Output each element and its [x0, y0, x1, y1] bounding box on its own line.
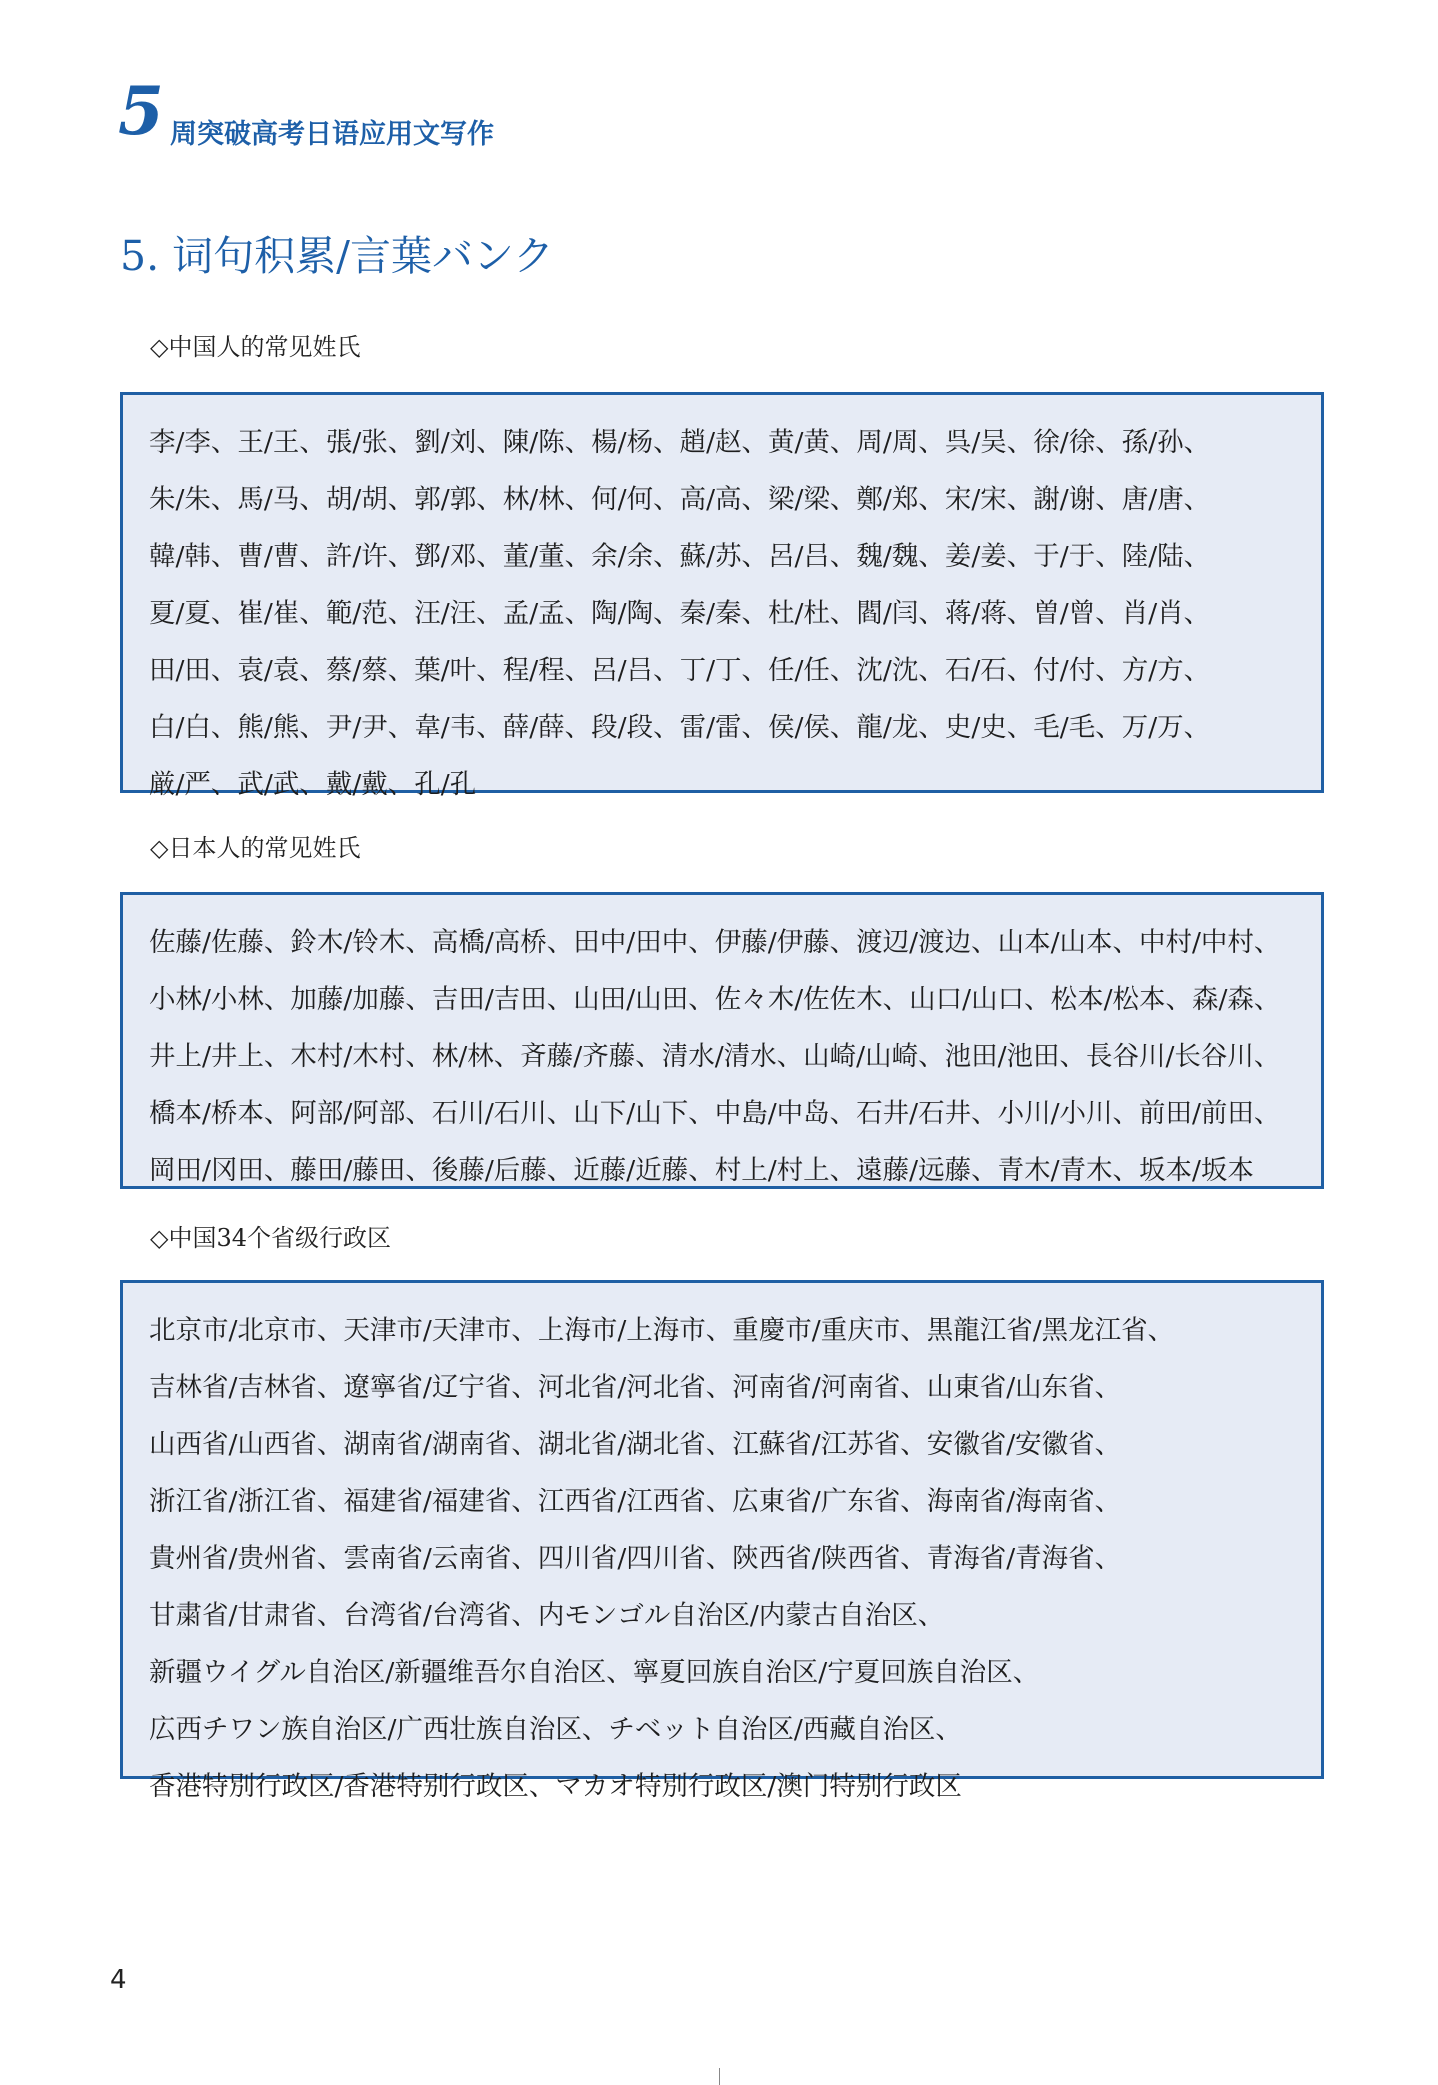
crop-mark [719, 2068, 720, 2085]
entry-line: 小林/小林、加藤/加藤、吉田/吉田、山田/山田、佐々木/佐佐木、山口/山口、松本/松本、森/森、 [149, 984, 1281, 1015]
entry-line: 山西省/山西省、湖南省/湖南省、湖北省/湖北省、江蘇省/江苏省、安徽省/安徽省、 [149, 1429, 1122, 1460]
entry-line: 佐藤/佐藤、鈴木/铃木、高橋/高桥、田中/田中、伊藤/伊藤、渡辺/渡边、山本/山本、中村/中村、 [149, 927, 1281, 958]
entry-line: 新疆ウイグル自治区/新疆维吾尔自治区、寧夏回族自治区/宁夏回族自治区、 [149, 1657, 1040, 1688]
header-title: 周突破高考日语应用文写作 [170, 119, 494, 150]
header-number: 5 [118, 72, 164, 150]
page-number: 4 [110, 1965, 127, 1995]
entry-line: 白/白、熊/熊、尹/尹、韋/韦、薛/薛、段/段、雷/雷、侯/侯、龍/龙、史/史、毛/毛、万/万、 [149, 712, 1211, 743]
chinese-surnames-box [120, 392, 1324, 800]
entry-line: 韓/韩、曹/曹、許/许、鄧/邓、董/董、余/余、蘇/苏、呂/吕、魏/魏、姜/姜、于/于、陸/陆、 [149, 541, 1211, 572]
entry-line: 夏/夏、崔/崔、範/范、汪/汪、孟/孟、陶/陶、秦/秦、杜/杜、閻/闫、蒋/蒋、曽/曾、肖/肖、 [149, 598, 1211, 629]
entry-line: 吉林省/吉林省、遼寧省/辽宁省、河北省/河北省、河南省/河南省、山東省/山东省、 [149, 1372, 1122, 1403]
section-title: 5. 词句积累/言葉バンク [120, 232, 555, 280]
provinces-box [120, 1280, 1324, 1802]
entry-line: 北京市/北京市、天津市/天津市、上海市/上海市、重慶市/重庆市、黒龍江省/黑龙江省、 [149, 1315, 1175, 1346]
heading-japanese-surnames: ◇日本人的常见姓氏 [150, 834, 361, 862]
heading-provinces: ◇中国34个省级行政区 [150, 1224, 391, 1252]
entry-line: 貴州省/贵州省、雲南省/云南省、四川省/四川省、陝西省/陕西省、青海省/青海省、 [149, 1543, 1122, 1574]
japanese-surnames-box [120, 892, 1324, 1189]
entry-line: 岡田/冈田、藤田/藤田、後藤/后藤、近藤/近藤、村上/村上、遠藤/远藤、青木/青木、坂本/坂本 [149, 1155, 1254, 1186]
heading-chinese-surnames: ◇中国人的常见姓氏 [150, 333, 361, 361]
entry-line: 橋本/桥本、阿部/阿部、石川/石川、山下/山下、中島/中岛、石井/石井、小川/小川、前田/前田、 [149, 1098, 1281, 1129]
entry-line: 香港特別行政区/香港特别行政区、マカオ特別行政区/澳门特别行政区 [149, 1771, 962, 1802]
entry-line: 井上/井上、木村/木村、林/林、斉藤/齐藤、清水/清水、山崎/山崎、池田/池田、長谷川/长谷川、 [149, 1041, 1281, 1072]
entry-line: 李/李、王/王、張/张、劉/刘、陳/陈、楊/杨、趙/赵、黄/黄、周/周、呉/吴、徐/徐、孫/孙、 [149, 427, 1211, 458]
entry-line: 浙江省/浙江省、福建省/福建省、江西省/江西省、広東省/广东省、海南省/海南省、 [149, 1486, 1122, 1517]
entry-line: 広西チワン族自治区/广西壮族自治区、チベット自治区/西藏自治区、 [149, 1714, 962, 1745]
entry-line: 朱/朱、馬/马、胡/胡、郭/郭、林/林、何/何、高/高、梁/梁、鄭/郑、宋/宋、謝/谢、唐/唐、 [149, 484, 1211, 515]
entry-line: 厳/严、武/武、戴/戴、孔/孔 [149, 769, 477, 800]
entry-line: 甘粛省/甘肃省、台湾省/台湾省、内モンゴル自治区/内蒙古自治区、 [149, 1600, 945, 1631]
entry-line: 田/田、袁/袁、蔡/蔡、葉/叶、程/程、呂/吕、丁/丁、任/任、沈/沈、石/石、付/付、方/方、 [149, 655, 1211, 686]
